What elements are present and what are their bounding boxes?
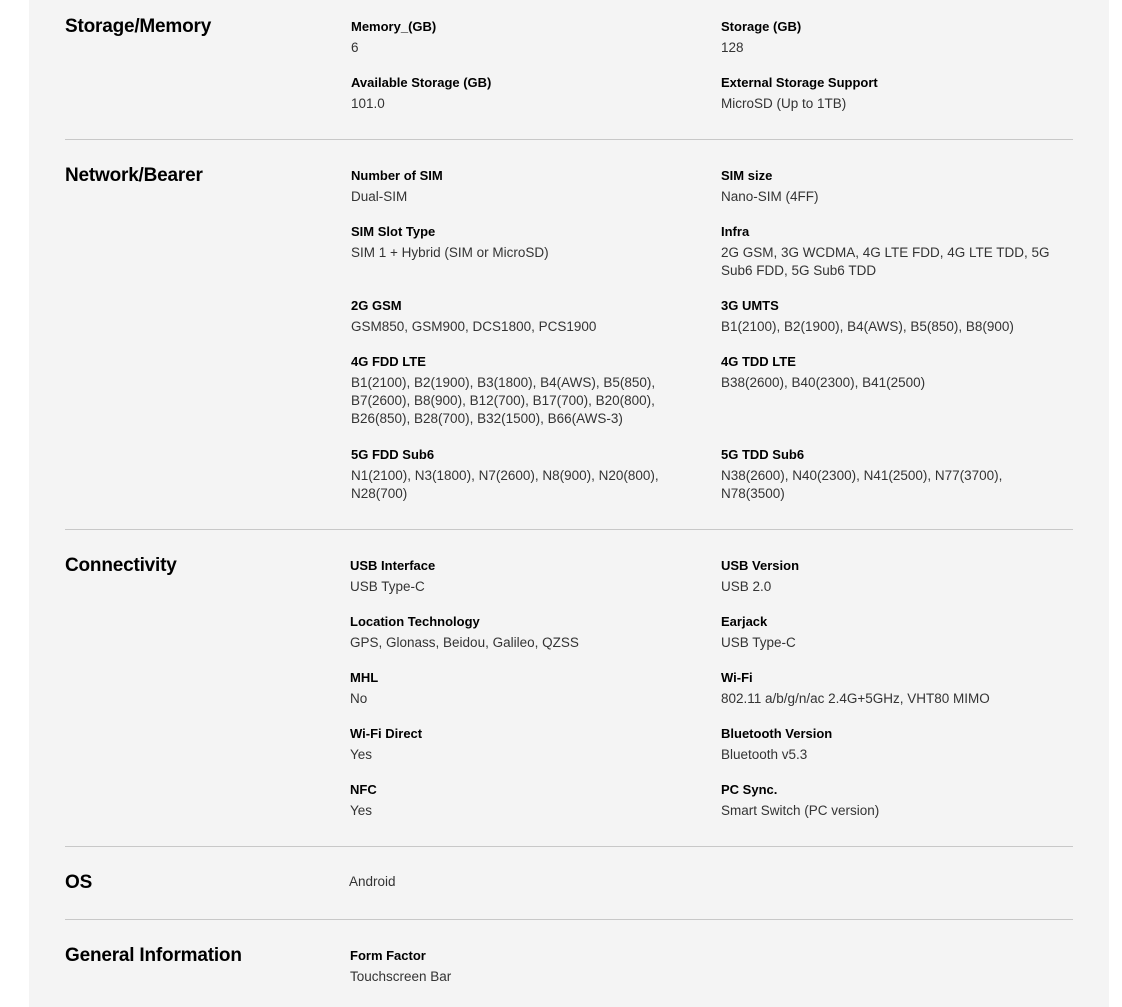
- spec-usb-version: [721, 557, 1061, 596]
- spec-label: MHL: [350, 670, 379, 685]
- spec-wifi-direct: [350, 725, 690, 764]
- spec-value: 2G GSM, 3G WCDMA, 4G LTE FDD, 4G LTE TDD, 5G Sub6 FDD, 5G Sub6 TDD: [721, 245, 1050, 278]
- spec-value: 6: [351, 40, 359, 55]
- spec-label: Storage (GB): [721, 19, 802, 34]
- spec-label: NFC: [350, 782, 377, 797]
- spec-infra: [721, 223, 1061, 280]
- spec-value: SIM 1 + Hybrid (SIM or MicroSD): [351, 245, 549, 260]
- spec-value: MicroSD (Up to 1TB): [721, 96, 847, 111]
- spec-label: 4G TDD LTE: [721, 354, 796, 369]
- spec-label: 4G FDD LTE: [351, 354, 426, 369]
- spec-5g-fdd-sub6: [351, 446, 671, 503]
- spec-value: Smart Switch (PC version): [721, 803, 880, 818]
- spec-label: External Storage Support: [721, 75, 878, 90]
- spec-value: Touchscreen Bar: [350, 969, 452, 984]
- spec-label: Wi-Fi: [721, 670, 753, 685]
- spec-usb-interface: [350, 557, 690, 596]
- spec-value: USB Type-C: [350, 579, 425, 594]
- spec-value: USB Type-C: [721, 635, 796, 650]
- spec-value: B38(2600), B40(2300), B41(2500): [721, 375, 926, 390]
- spec-external-storage: [721, 74, 1061, 113]
- spec-label: Memory_(GB): [351, 19, 437, 34]
- section-title-connectivity: Connectivity: [65, 555, 177, 576]
- section-title-storage-memory: Storage/Memory: [65, 16, 212, 37]
- section-title-general-information: General Information: [65, 945, 242, 966]
- spec-form-factor: [350, 947, 690, 986]
- spec-label: Available Storage (GB): [351, 75, 492, 90]
- section-divider: [65, 529, 1073, 530]
- spec-value: Yes: [350, 747, 373, 762]
- spec-sim-size: [721, 167, 1061, 206]
- spec-label: 5G FDD Sub6: [351, 447, 435, 462]
- spec-wifi: [721, 669, 1061, 708]
- os-value: Android: [349, 874, 396, 889]
- spec-bluetooth-version: [721, 725, 1061, 764]
- section-title-os: OS: [65, 872, 93, 893]
- spec-available-storage: [351, 74, 691, 113]
- spec-label: USB Version: [721, 558, 800, 573]
- spec-value: Yes: [350, 803, 373, 818]
- section-title-network-bearer: Network/Bearer: [65, 165, 203, 186]
- spec-earjack: [721, 613, 1061, 652]
- spec-value: 802.11 a/b/g/n/ac 2.4G+5GHz, VHT80 MIMO: [721, 691, 990, 706]
- spec-3g-umts: [721, 297, 1061, 336]
- spec-label: 2G GSM: [351, 298, 402, 313]
- spec-label: Number of SIM: [351, 168, 443, 183]
- spec-value: N1(2100), N3(1800), N7(2600), N8(900), N20(800), N28(700): [351, 468, 659, 501]
- section-divider: [65, 139, 1073, 140]
- spec-number-of-sim: [351, 167, 691, 206]
- spec-label: Location Technology: [350, 614, 480, 629]
- spec-label: 5G TDD Sub6: [721, 447, 805, 462]
- spec-value: USB 2.0: [721, 579, 772, 594]
- spec-value: B1(2100), B2(1900), B4(AWS), B5(850), B8(900): [721, 319, 1014, 334]
- spec-value: GSM850, GSM900, DCS1800, PCS1900: [351, 319, 597, 334]
- spec-value: 101.0: [351, 96, 385, 111]
- spec-label: SIM size: [721, 168, 773, 183]
- spec-memory: [351, 18, 691, 57]
- spec-label: USB Interface: [350, 558, 436, 573]
- spec-value: N38(2600), N40(2300), N41(2500), N77(3700), N78(3500): [721, 468, 1003, 501]
- spec-value: GPS, Glonass, Beidou, Galileo, QZSS: [350, 635, 579, 650]
- spec-label: 3G UMTS: [721, 298, 779, 313]
- specs-panel: [29, 0, 1109, 1007]
- spec-value: No: [350, 691, 368, 706]
- spec-value: Nano-SIM (4FF): [721, 189, 819, 204]
- spec-value: Bluetooth v5.3: [721, 747, 808, 762]
- spec-label: PC Sync.: [721, 782, 778, 797]
- spec-4g-fdd-lte: [351, 353, 661, 428]
- section-divider: [65, 846, 1073, 847]
- spec-nfc: [350, 781, 690, 820]
- spec-value: B1(2100), B2(1900), B3(1800), B4(AWS), B5(850), B7(2600), B8(900), B12(700), B17(700), B20(800), B26(850), B28(700), B32(1500), B66(AWS-3): [351, 375, 656, 426]
- spec-location-technology: [350, 613, 690, 652]
- spec-label: Bluetooth Version: [721, 726, 833, 741]
- spec-sim-slot-type: [351, 223, 691, 262]
- spec-pc-sync: [721, 781, 1061, 820]
- spec-label: Earjack: [721, 614, 768, 629]
- spec-label: SIM Slot Type: [351, 224, 436, 239]
- spec-4g-tdd-lte: [721, 353, 1061, 392]
- spec-2g-gsm: [351, 297, 691, 336]
- section-divider: [65, 919, 1073, 920]
- spec-value: Dual-SIM: [351, 189, 408, 204]
- spec-value: 128: [721, 40, 744, 55]
- spec-label: Infra: [721, 224, 750, 239]
- spec-5g-tdd-sub6: [721, 446, 1021, 503]
- spec-mhl: [350, 669, 690, 708]
- spec-storage: [721, 18, 1061, 57]
- spec-label: Wi-Fi Direct: [350, 726, 423, 741]
- spec-label: Form Factor: [350, 948, 426, 963]
